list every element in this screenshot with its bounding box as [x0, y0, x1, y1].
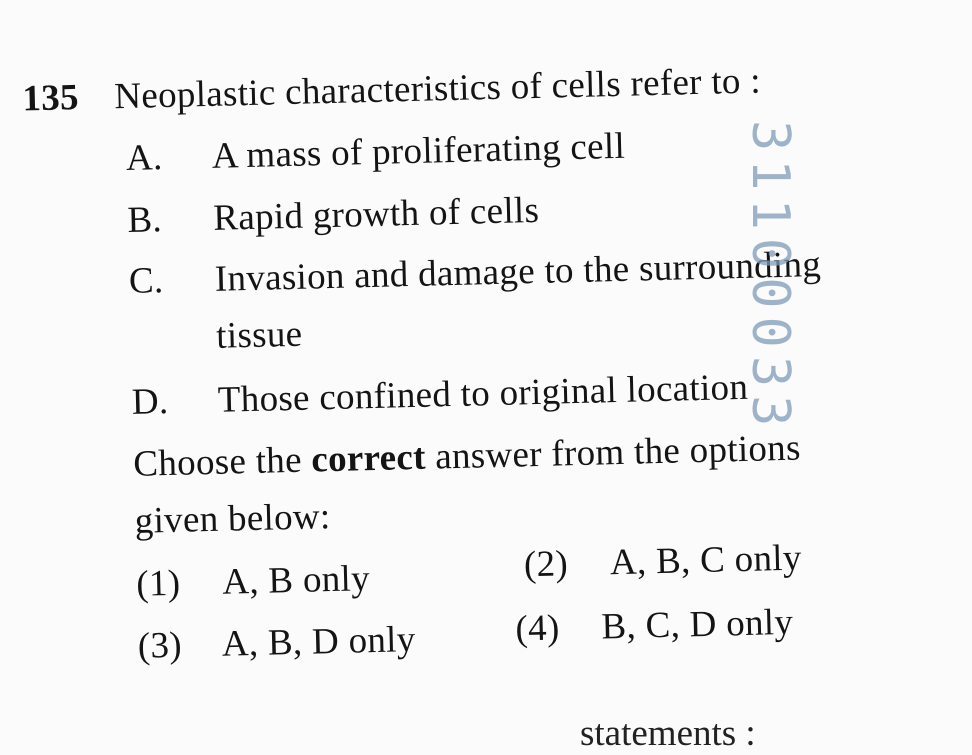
statement-c: C. Invasion and damage to the surrounding: [128, 244, 822, 302]
statement-c-continued: tissue: [215, 313, 303, 357]
instruction: Choose the correct answer from the options: [132, 427, 802, 485]
option-3[interactable]: (3) A, B, D only: [137, 619, 417, 667]
statement-b: B. Rapid growth of cells: [126, 189, 540, 241]
option-4[interactable]: (4) B, C, D only: [515, 601, 794, 650]
option-1[interactable]: (1) A, B only: [135, 558, 371, 605]
question-number: 135: [21, 77, 80, 120]
watermark-stamp: 31100033: [740, 120, 800, 435]
instruction-emphasis: correct: [310, 436, 427, 481]
statement-a: A. A mass of proliferating cell: [125, 125, 626, 179]
question-line: [22, 59, 761, 120]
question-text: Neoplastic characteristics of cells refer to :: [113, 60, 762, 118]
next-question-fragment: statements :: [580, 713, 756, 754]
statement-d: D. Those confined to original location: [131, 366, 749, 423]
option-2[interactable]: (2) A, B, C only: [523, 537, 803, 586]
instruction-line-2: given below:: [134, 496, 331, 542]
